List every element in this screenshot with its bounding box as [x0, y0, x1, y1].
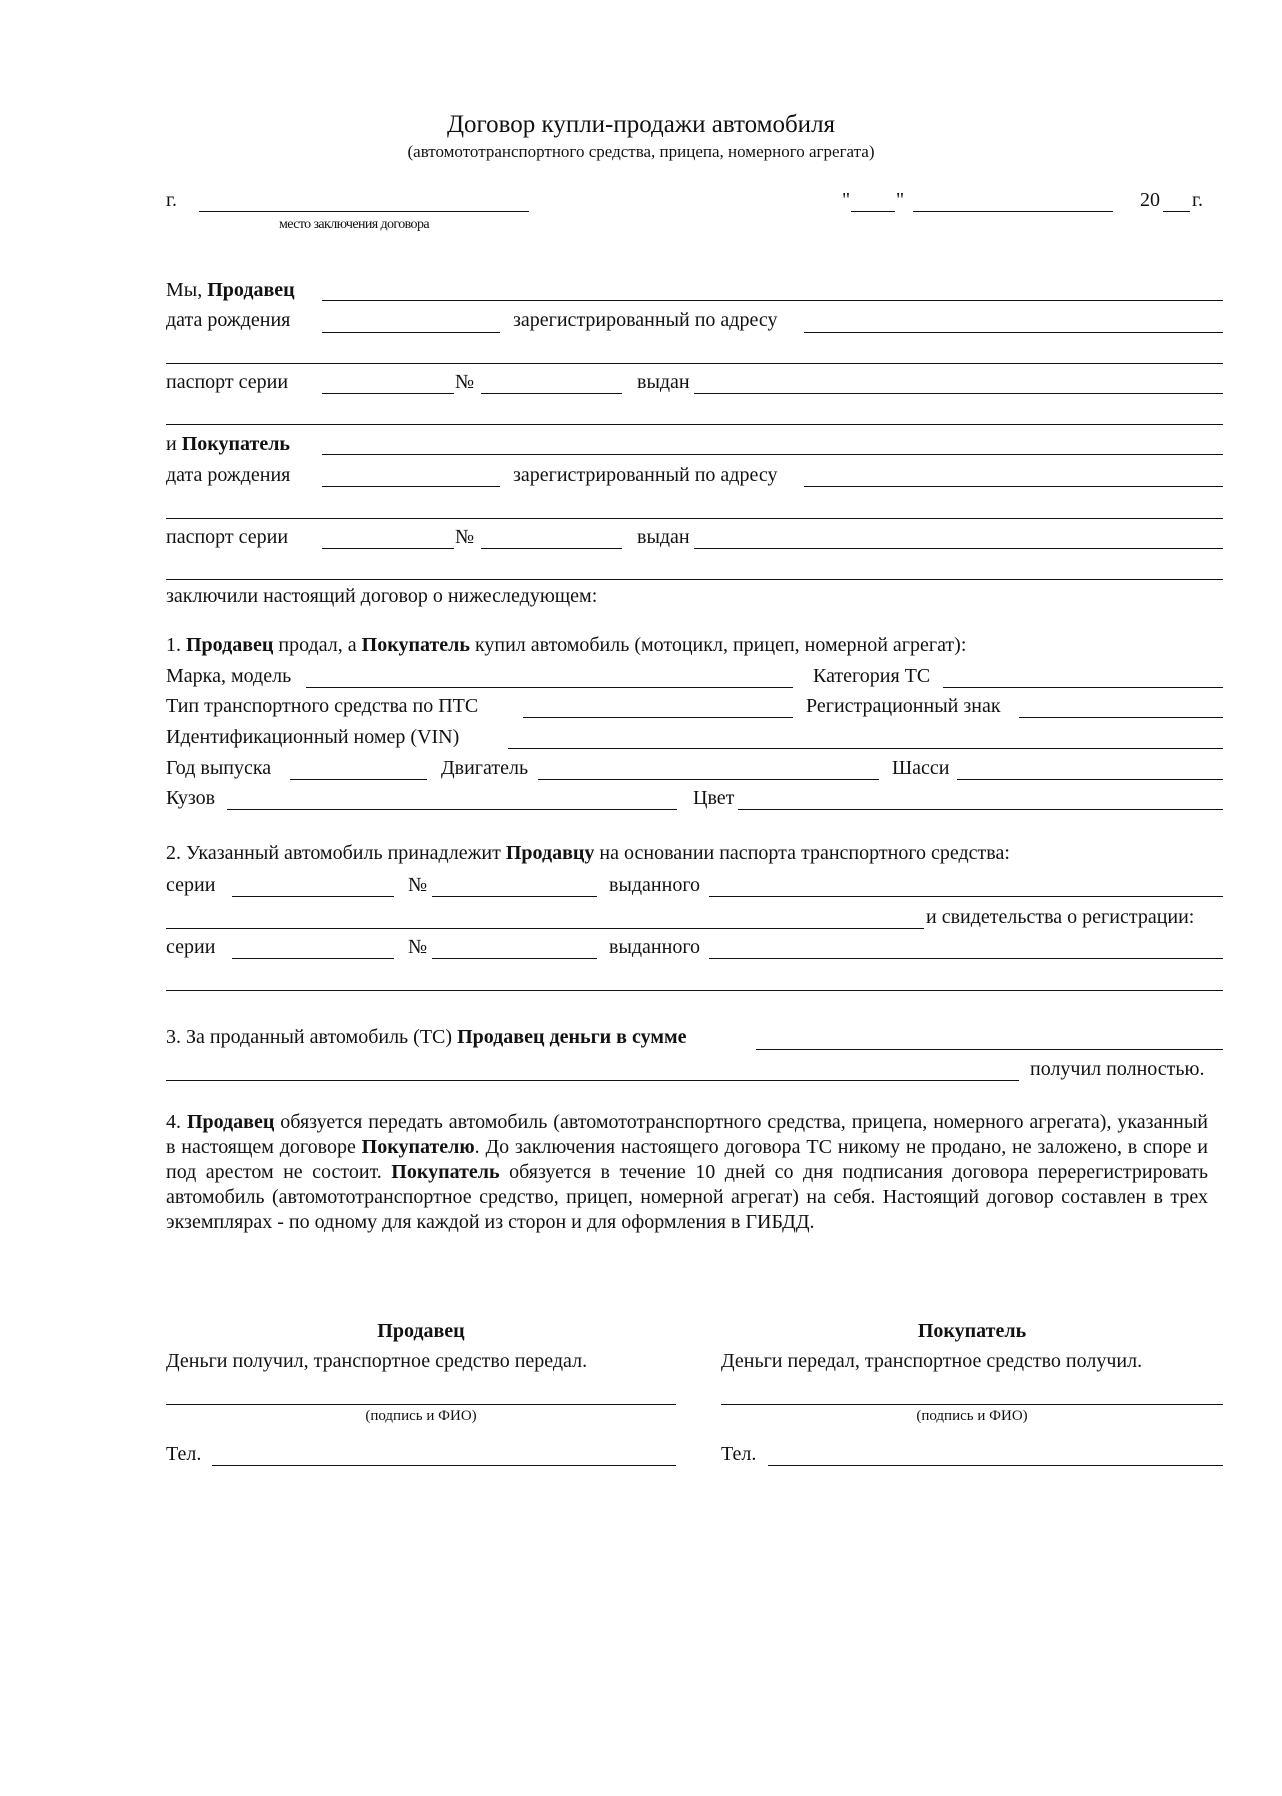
section4-paragraph: [166, 1110, 1208, 1235]
section4-text-2: . До заключения настоящего договора ТС никому не продано, не заложено, в споре и под арестом не состоит.: [166, 1136, 1208, 1183]
pts-number-field[interactable]: [432, 896, 597, 897]
section1-mid: продал, а: [278, 634, 357, 656]
vin-label: Идентификационный номер (VIN): [166, 726, 460, 748]
section4-text-1: обязуется передать автомобиль (автомототранспортного средства, прицепа, номерного агрегата), указанный в настоящем договоре: [166, 1111, 1208, 1158]
cert-issued-field[interactable]: [709, 958, 1223, 959]
section2-heading: [166, 841, 1010, 865]
buyer-birth-field[interactable]: [322, 486, 500, 487]
seller-sign-text: Деньги получил, транспортное средство передал.: [166, 1350, 588, 1372]
seller-name-field[interactable]: [322, 300, 1223, 301]
buyer-birth-label: дата рождения: [166, 464, 291, 486]
section1-buyer: Покупатель: [361, 634, 470, 656]
buyer-phone-field[interactable]: [768, 1465, 1223, 1466]
section1-num: 1.: [166, 634, 181, 656]
color-label: Цвет: [693, 787, 735, 809]
cert-series-label: серии: [166, 936, 216, 958]
city-prefix: г.: [166, 189, 177, 211]
buyer-name-field[interactable]: [322, 454, 1223, 455]
buyer-issued-field-2[interactable]: [166, 579, 1223, 580]
buyer-address-field[interactable]: [804, 486, 1223, 487]
buyer-sign-caption: (подпись и ФИО): [916, 1408, 1028, 1424]
section1-rest: купил автомобиль (мотоцикл, прицеп, номерной агрегат):: [474, 634, 967, 656]
chassis-label: Шасси: [892, 757, 950, 779]
brand-label: Марка, модель: [166, 665, 292, 687]
seller-sign-caption: (подпись и ФИО): [365, 1408, 477, 1424]
section3-bold: Продавец деньги в сумме: [457, 1026, 687, 1048]
type-label: Тип транспортного средства по ПТС: [166, 695, 479, 717]
buyer-sign-title: Покупатель: [917, 1320, 1027, 1342]
seller-passport-label: паспорт серии: [166, 371, 289, 393]
seller-birth-label: дата рождения: [166, 309, 291, 331]
day-field[interactable]: [851, 211, 895, 212]
seller-passport-number-field[interactable]: [481, 393, 622, 394]
buyer-passport-series-field[interactable]: [322, 548, 454, 549]
buyer-number-sign: №: [455, 526, 475, 548]
section3-intro: 3. За проданный автомобиль (ТС): [166, 1026, 453, 1048]
buyer-intro: [166, 432, 290, 456]
quote-close: ": [896, 189, 905, 211]
plate-field[interactable]: [1019, 717, 1223, 718]
brand-field[interactable]: [306, 687, 793, 688]
buyer-sign-text: Деньги передал, транспортное средство получил.: [721, 1350, 1143, 1372]
seller-phone-field[interactable]: [212, 1465, 676, 1466]
buyer-passport-label: паспорт серии: [166, 526, 289, 548]
vin-field[interactable]: [508, 748, 1223, 749]
chassis-field[interactable]: [957, 779, 1223, 780]
plate-label: Регистрационный знак: [806, 695, 1001, 717]
cert-issued-field-2[interactable]: [166, 990, 1223, 991]
seller-phone-label: Тел.: [166, 1443, 202, 1465]
document-subtitle: (автомототранспортного средства, прицепа, номерного агрегата): [407, 142, 875, 161]
year-of-manufacture-field[interactable]: [290, 779, 427, 780]
buyer-passport-number-field[interactable]: [481, 548, 622, 549]
body-label: Кузов: [166, 787, 216, 809]
month-field[interactable]: [913, 211, 1113, 212]
year-field[interactable]: [1163, 211, 1190, 212]
year-prefix: 20: [1140, 189, 1160, 211]
cert-number-sign: №: [408, 936, 428, 958]
pts-number-sign: №: [408, 874, 428, 896]
buyer-role: Покупатель: [181, 433, 291, 455]
section3-heading: [166, 1025, 686, 1049]
section1-seller: Продавец: [186, 634, 274, 656]
document-title: Договор купли-продажи автомобиля: [446, 111, 836, 138]
seller-sign-title: Продавец: [377, 1320, 465, 1342]
type-field[interactable]: [523, 717, 793, 718]
pts-issued-field[interactable]: [709, 896, 1223, 897]
color-field[interactable]: [738, 809, 1223, 810]
we-text: Мы,: [166, 279, 203, 301]
buyer-issued-field[interactable]: [694, 548, 1223, 549]
seller-address-field[interactable]: [804, 332, 1223, 333]
and-cert-label: и свидетельства о регистрации:: [926, 906, 1195, 928]
seller-issued-field-2[interactable]: [166, 424, 1223, 425]
pts-series-label: серии: [166, 874, 216, 896]
buyer-address-field-2[interactable]: [166, 518, 1223, 519]
buyer-signature-field[interactable]: [721, 1404, 1223, 1405]
seller-number-sign: №: [455, 371, 475, 393]
received-label: получил полностью.: [1030, 1058, 1205, 1080]
place-caption: место заключения договора: [279, 217, 429, 232]
section2-seller: Продавцу: [505, 842, 595, 864]
seller-issued-label: выдан: [637, 371, 690, 393]
body-field[interactable]: [227, 809, 677, 810]
section2-rest: на основании паспорта транспортного средства:: [599, 842, 1010, 864]
seller-passport-series-field[interactable]: [322, 393, 454, 394]
seller-issued-field[interactable]: [694, 393, 1223, 394]
amount-words-field[interactable]: [166, 1080, 1019, 1081]
section4-text-3: обязуется в течение 10 дней со дня подписания договора перерегистрировать автомобиль (автомототранспортное средство, прицеп, номерной агрегат) на себя. Настоящий договор составлен в трех экземплярах - по одному для каждой из сторон и для оформления в ГИБДД.: [166, 1161, 1209, 1233]
year-label: Год выпуска: [166, 757, 272, 779]
section2-intro: 2. Указанный автомобиль принадлежит: [166, 842, 501, 864]
amount-field[interactable]: [756, 1049, 1223, 1050]
year-suffix: г.: [1192, 189, 1203, 211]
pts-issued-label: выданного: [609, 874, 701, 896]
quote-open: ": [842, 189, 851, 211]
seller-signature-field[interactable]: [166, 1404, 676, 1405]
buyer-phone-label: Тел.: [721, 1443, 757, 1465]
section4-buyer-2: Покупатель: [391, 1161, 500, 1183]
engine-field[interactable]: [538, 779, 879, 780]
engine-label: Двигатель: [441, 757, 529, 779]
section4-num: 4.: [166, 1111, 181, 1133]
seller-address-field-2[interactable]: [166, 363, 1223, 364]
category-field[interactable]: [943, 687, 1223, 688]
section4-buyer: Покупателю: [361, 1136, 475, 1158]
cert-issued-label: выданного: [609, 936, 701, 958]
seller-role: Продавец: [207, 279, 295, 301]
section1-heading: [166, 633, 966, 657]
buyer-issued-label: выдан: [637, 526, 690, 548]
pts-issued-field-2[interactable]: [166, 928, 924, 929]
cert-series-field[interactable]: [232, 958, 394, 959]
section4-seller: Продавец: [186, 1111, 275, 1133]
seller-intro: [166, 278, 295, 302]
seller-birth-field[interactable]: [322, 332, 500, 333]
concluded-text: заключили настоящий договор о нижеследующем:: [166, 585, 598, 607]
category-label: Категория ТС: [813, 665, 931, 687]
buyer-registered-label: зарегистрированный по адресу: [513, 464, 778, 486]
and-text: и: [166, 433, 177, 455]
pts-series-field[interactable]: [232, 896, 394, 897]
place-field[interactable]: [199, 211, 529, 212]
seller-registered-label: зарегистрированный по адресу: [513, 309, 778, 331]
cert-number-field[interactable]: [432, 958, 597, 959]
